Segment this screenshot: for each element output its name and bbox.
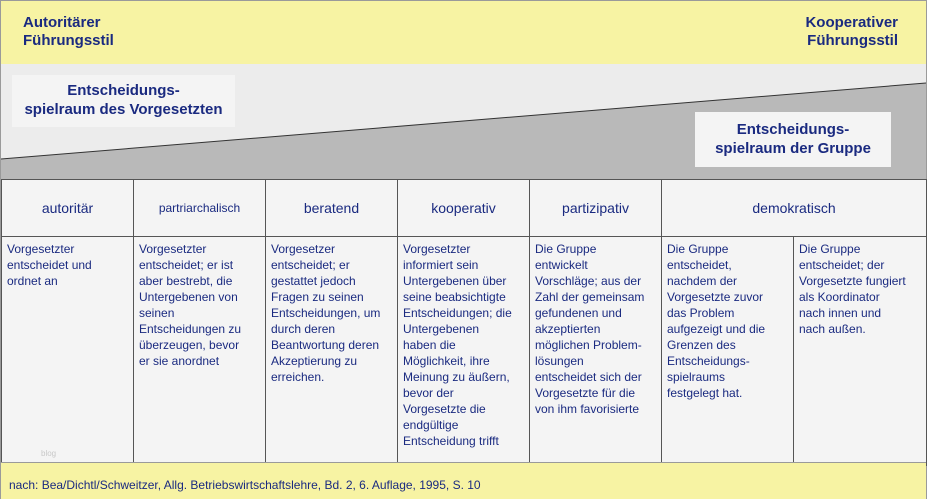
- desc-demokratisch-1: Die Gruppe entscheidet, nachdem der Vorgesetzte zuvor das Problem aufgezeigt und die Grenzen des Entscheidungs- spielraums festgelegt hat.: [662, 237, 794, 466]
- source-citation: nach: Bea/Dichtl/Schweitzer, Allg. Betriebswirtschaftslehre, Bd. 2, 6. Auflage, 1995, S. 10: [9, 478, 481, 492]
- watermark: blog: [41, 449, 57, 458]
- desc-partriarchalisch: Vorgesetzter entscheidet; er ist aber bestrebt, die Untergebenen von seinen Entscheidungen zu überzeugen, bevor er sie anordnet: [134, 237, 266, 466]
- style-kooperativ: kooperativ: [398, 180, 530, 237]
- desc-kooperativ: Vorgesetzter informiert sein Untergebenen über seine beabsichtigte Entscheidungen; die Untergebenen haben die Möglichkeit, ihre Meinung zu äußern, bevor der Vorgesetzte die endgültige Entscheidung trifft: [398, 237, 530, 466]
- style-partizipativ: partizipativ: [530, 180, 662, 237]
- decision-wedge: [1, 64, 926, 179]
- left-title: Autoritärer Führungsstil: [23, 14, 114, 49]
- style-beratend: beratend: [266, 180, 398, 237]
- leadership-style-table: [1, 179, 927, 466]
- style-demokratisch: demokratisch: [662, 180, 927, 237]
- desc-partizipativ: Die Gruppe entwickelt Vorschläge; aus der Zahl der gemeinsam gefundenen und akzeptierten möglichen Problem- lösungen entscheidet sich der Vorgesetzte für die von ihm favorisierte: [530, 237, 662, 466]
- group-scope-label: Entscheidungs- spielraum der Gruppe: [695, 112, 891, 167]
- desc-demokratisch-2: Die Gruppe entscheidet; der Vorgesetzte fungiert als Koordinator nach innen und nach außen.: [794, 237, 927, 466]
- desc-autoritaer: Vorgesetzter entscheidet und ordnet an: [2, 237, 134, 466]
- style-partriarchalisch: partriarchalisch: [134, 180, 266, 237]
- boss-scope-label: Entscheidungs- spielraum des Vorgesetzten: [12, 75, 235, 127]
- style-header-row: [2, 180, 927, 237]
- desc-beratend: Vorgesetzer entscheidet; er gestattet jedoch Fragen zu seinen Entscheidungen, um durch deren Beantwortung deren Akzeptierung zu erreichen.: [266, 237, 398, 466]
- header-band: [1, 1, 926, 64]
- right-title: Kooperativer Führungsstil: [805, 14, 898, 49]
- style-autoritaer: autoritär: [2, 180, 134, 237]
- style-description-row: [2, 237, 927, 466]
